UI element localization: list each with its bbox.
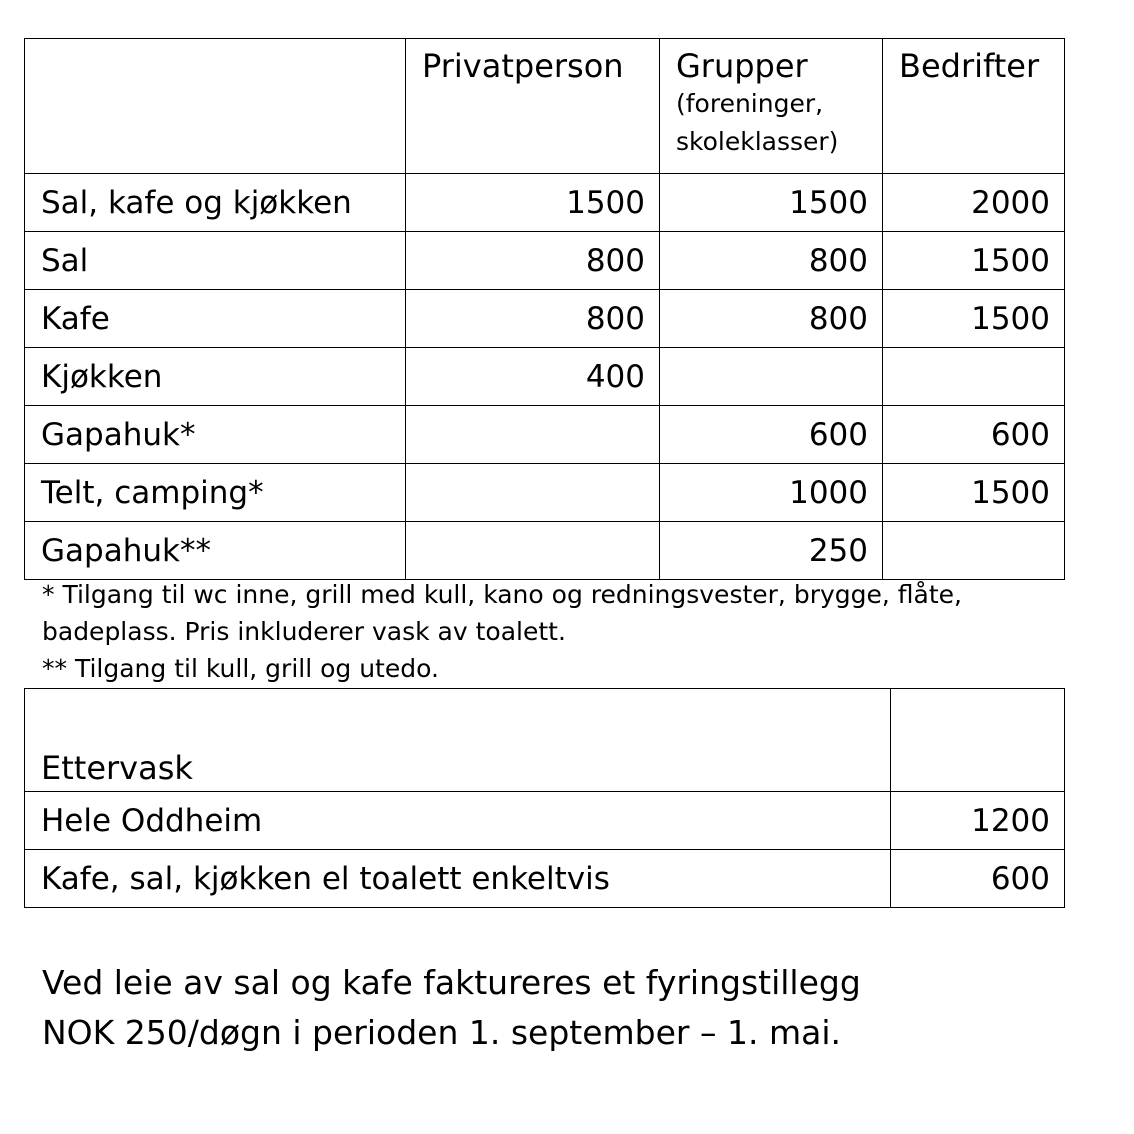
price-groups: 1000	[660, 464, 883, 522]
table-row	[25, 290, 1065, 348]
header-label: Bedrifter	[899, 47, 1040, 85]
header-label: Grupper	[676, 47, 808, 85]
footnote-line: badeplass. Pris inkluderer vask av toalett.	[42, 617, 566, 646]
price-value: 600	[891, 850, 1065, 908]
price-groups: 600	[660, 406, 883, 464]
footnote-line: * Tilgang til wc inne, grill med kull, kano og redningsvester, brygge, flåte,	[42, 580, 962, 609]
header-privatperson	[406, 39, 660, 174]
table-row	[25, 464, 1065, 522]
header-label: Privatperson	[422, 47, 624, 85]
header-bedrifter	[883, 39, 1065, 174]
row-label: Hele Oddheim	[25, 792, 891, 850]
footer-line: Ved leie av sal og kafe faktureres et fyringstillegg	[42, 963, 861, 1002]
table-header-row	[25, 689, 1065, 792]
table-row	[25, 174, 1065, 232]
price-value: 1200	[891, 792, 1065, 850]
price-business: 600	[883, 406, 1065, 464]
row-label: Gapahuk*	[25, 406, 406, 464]
price-private: 800	[406, 232, 660, 290]
row-label: Kafe	[25, 290, 406, 348]
price-private	[406, 522, 660, 580]
header-grupper	[660, 39, 883, 174]
header-sublabel: skoleklasser)	[676, 127, 839, 156]
table-row	[25, 522, 1065, 580]
price-table	[24, 38, 1065, 580]
price-groups	[660, 348, 883, 406]
row-label: Gapahuk**	[25, 522, 406, 580]
header-empty-cell	[891, 689, 1065, 792]
price-business: 1500	[883, 464, 1065, 522]
footnote-line: ** Tilgang til kull, grill og utedo.	[42, 654, 439, 683]
table-row	[25, 232, 1065, 290]
price-private: 1500	[406, 174, 660, 232]
price-private: 800	[406, 290, 660, 348]
row-label: Telt, camping*	[25, 464, 406, 522]
footnotes	[42, 576, 1042, 687]
price-private: 400	[406, 348, 660, 406]
cleaning-table	[24, 688, 1065, 908]
price-business: 1500	[883, 290, 1065, 348]
header-sublabel: (foreninger,	[676, 89, 824, 118]
price-business: 1500	[883, 232, 1065, 290]
price-business	[883, 348, 1065, 406]
price-business	[883, 522, 1065, 580]
header-ettervask: Ettervask	[25, 689, 891, 792]
price-groups: 250	[660, 522, 883, 580]
price-private	[406, 406, 660, 464]
table-header-row	[25, 39, 1065, 174]
table-row	[25, 850, 1065, 908]
row-label: Sal, kafe og kjøkken	[25, 174, 406, 232]
footer-line: NOK 250/døgn i perioden 1. september – 1. mai.	[42, 1013, 841, 1052]
row-label: Kafe, sal, kjøkken el toalett enkeltvis	[25, 850, 891, 908]
table-row	[25, 348, 1065, 406]
row-label: Sal	[25, 232, 406, 290]
price-groups: 800	[660, 232, 883, 290]
price-groups: 800	[660, 290, 883, 348]
row-label: Kjøkken	[25, 348, 406, 406]
price-business: 2000	[883, 174, 1065, 232]
price-private	[406, 464, 660, 522]
header-empty-cell	[25, 39, 406, 174]
heating-surcharge-note	[42, 958, 1102, 1058]
price-groups: 1500	[660, 174, 883, 232]
table-row	[25, 792, 1065, 850]
table-row	[25, 406, 1065, 464]
